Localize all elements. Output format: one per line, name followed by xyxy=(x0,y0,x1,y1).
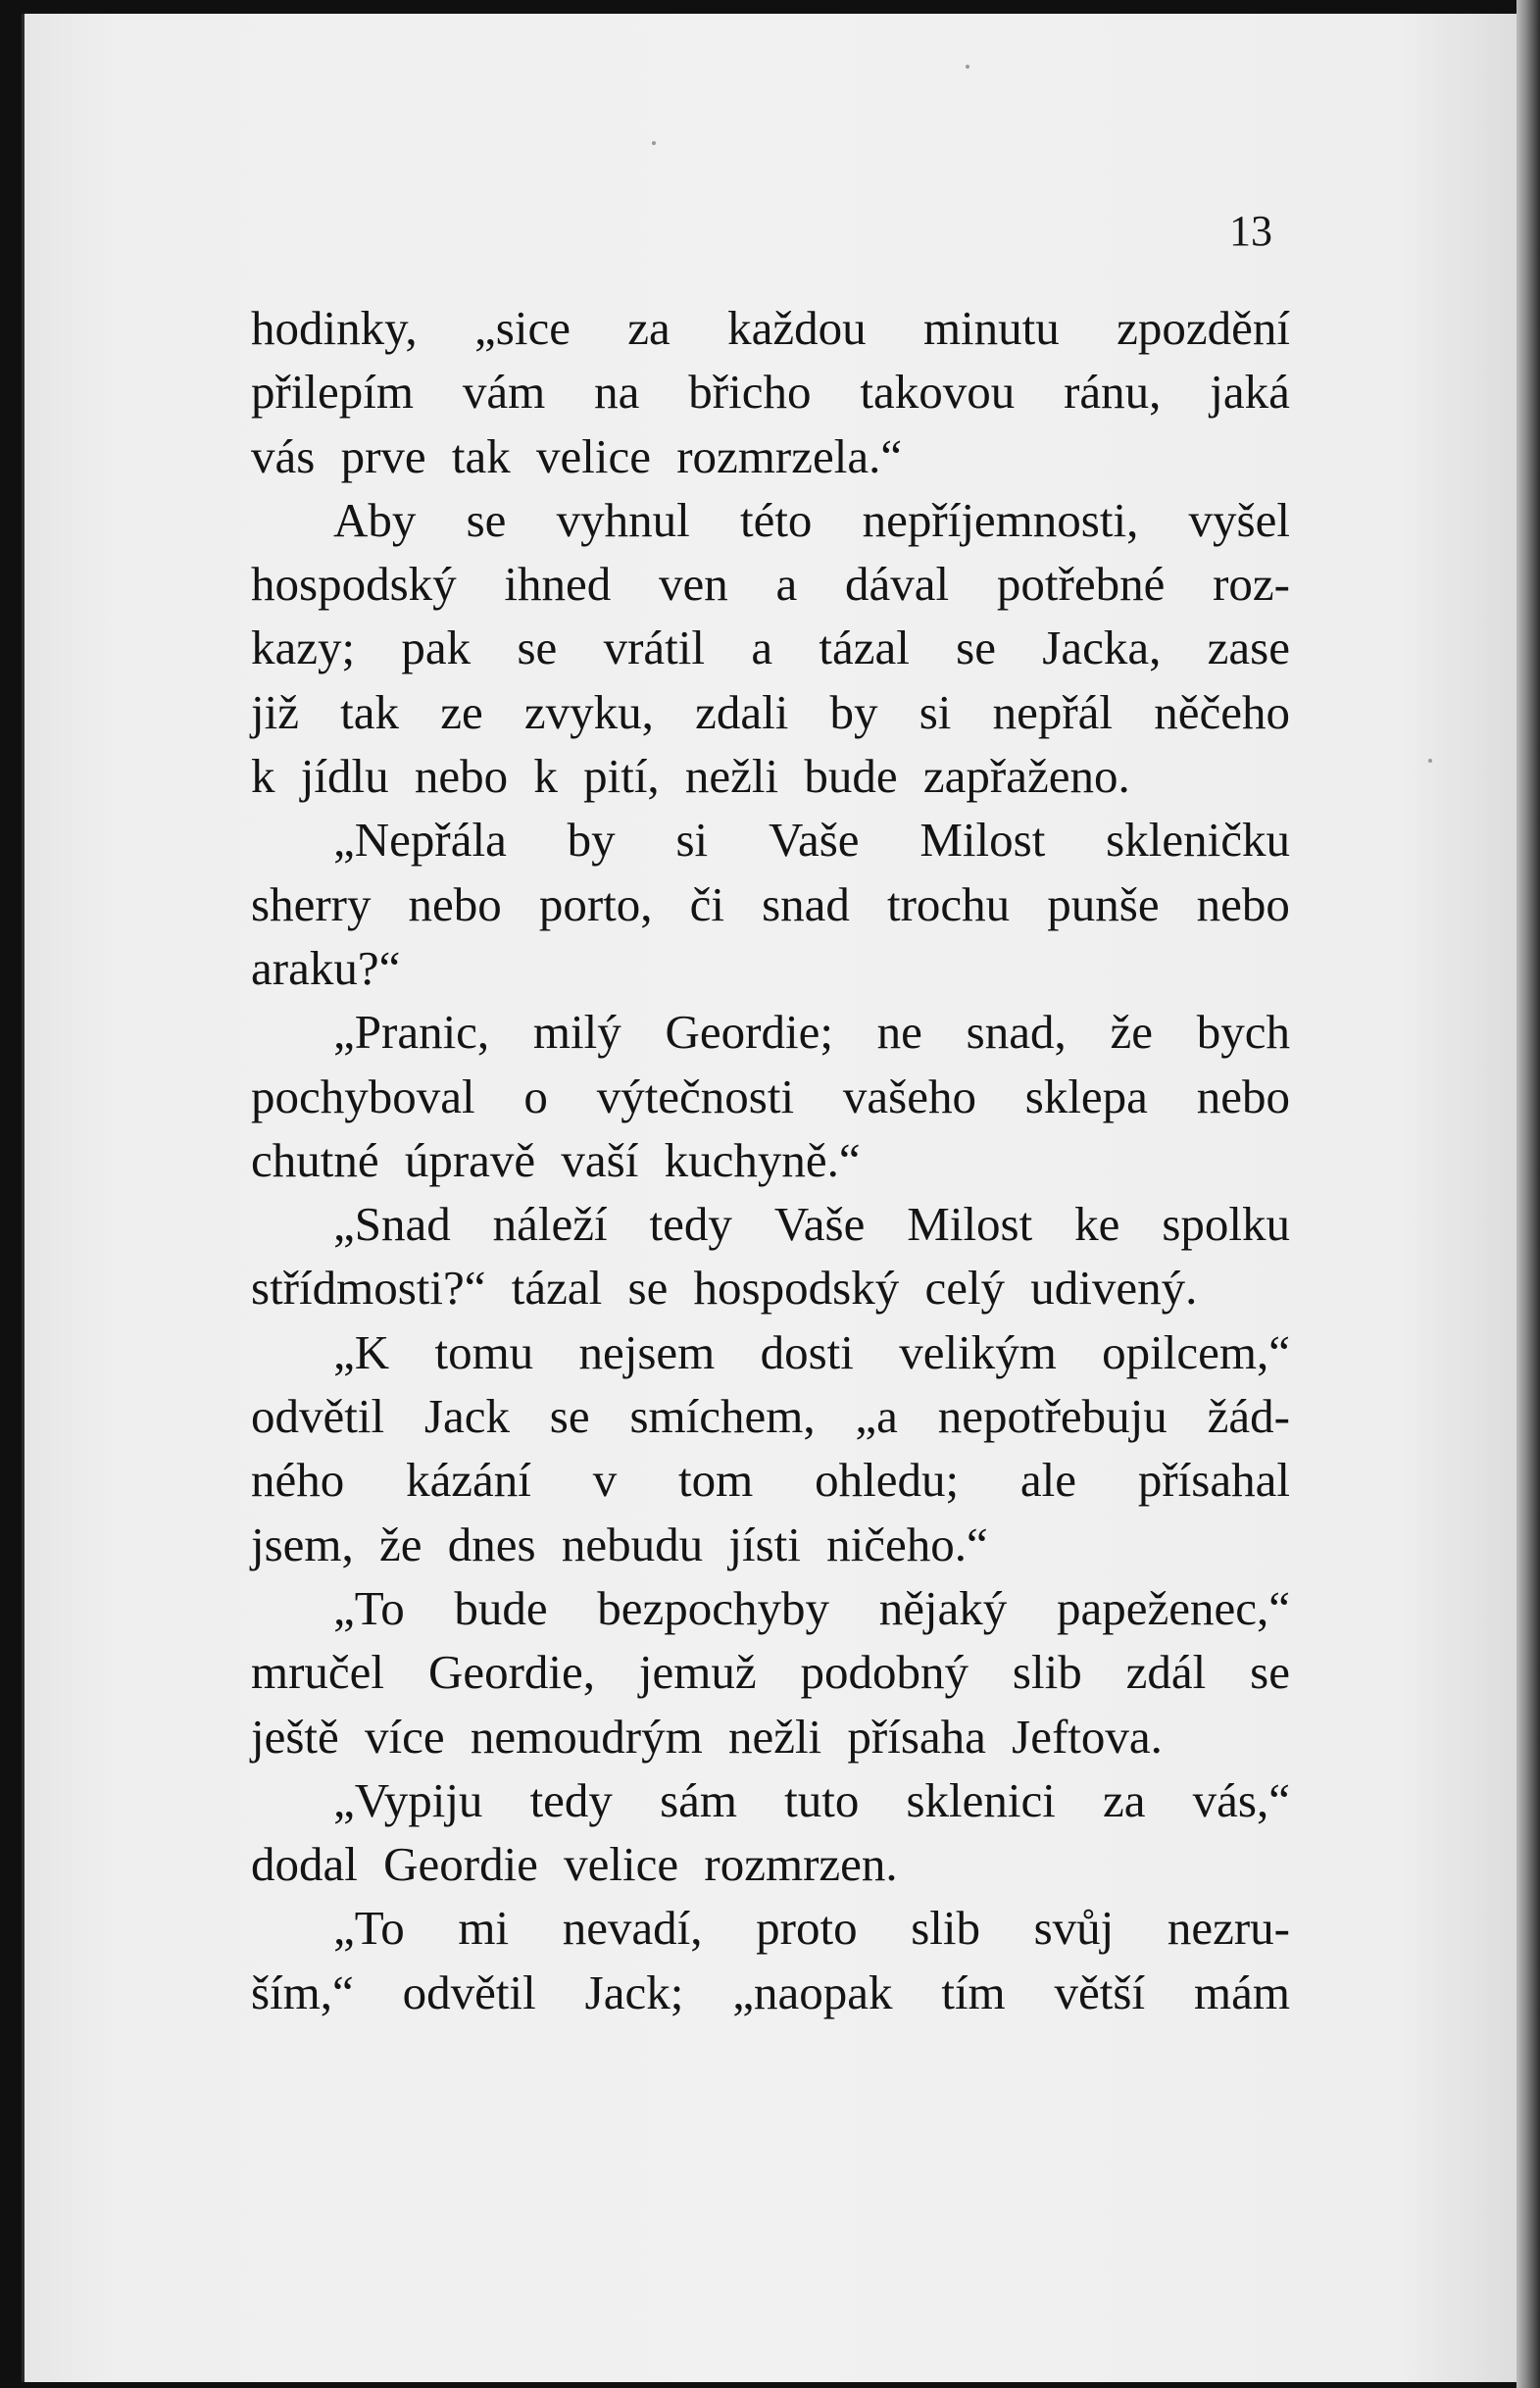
word: a xyxy=(775,557,798,612)
word: „naopak xyxy=(732,1965,893,2019)
word: snad xyxy=(762,876,850,931)
word: jaká xyxy=(1210,365,1290,420)
text-line: ještě více nemoudrým nežli přísaha Jeftova. xyxy=(251,1709,1163,1764)
word: podobný xyxy=(800,1645,969,1700)
word: nepříjemnosti, xyxy=(862,492,1139,547)
page-edge-shadow xyxy=(1516,0,1540,2388)
word: velikým xyxy=(899,1324,1057,1379)
word: „To xyxy=(333,1580,405,1635)
word: ihned xyxy=(504,557,612,612)
word: něčeho xyxy=(1154,684,1290,739)
word: břicho xyxy=(688,365,812,420)
word: tuto xyxy=(784,1772,860,1827)
word: tím xyxy=(941,1965,1006,2019)
word: milý xyxy=(532,1005,621,1060)
page-number: 13 xyxy=(1229,207,1272,255)
text-line xyxy=(251,1961,1290,2024)
word: ale xyxy=(1019,1453,1077,1508)
word: nějaký xyxy=(878,1580,1008,1635)
word: sklepa xyxy=(1024,1069,1148,1123)
word: nejsem xyxy=(578,1324,716,1379)
word: Vaše xyxy=(768,813,860,868)
word: že xyxy=(1110,1005,1153,1060)
word: vyhnul xyxy=(556,492,690,547)
word: Geordie, xyxy=(427,1645,596,1700)
word: si xyxy=(919,684,952,739)
word: nebo xyxy=(408,876,502,931)
text-line: střídmosti?“ tázal se hospodský celý udivený. xyxy=(251,1261,1198,1316)
text-line xyxy=(251,360,1290,423)
text-line: araku?“ xyxy=(251,940,401,995)
word: „Pranic, xyxy=(333,1005,490,1060)
word: tak xyxy=(340,684,400,739)
word: opilcem,“ xyxy=(1102,1324,1290,1379)
text-line xyxy=(251,808,1290,871)
word: slib xyxy=(911,1901,980,1956)
text-line xyxy=(251,1384,1290,1448)
word: Jack xyxy=(423,1389,510,1444)
word: tom xyxy=(678,1453,754,1508)
word: „sice xyxy=(474,301,571,355)
word: v xyxy=(592,1453,618,1508)
word: se xyxy=(956,621,996,675)
word: hodinky, xyxy=(251,301,418,355)
word: ohledu; xyxy=(815,1453,960,1508)
word: ného xyxy=(251,1453,345,1508)
body-text xyxy=(251,296,1290,2024)
text-line xyxy=(251,296,1290,360)
paper-speck xyxy=(966,65,969,69)
word: o xyxy=(523,1069,548,1123)
word: papeženec,“ xyxy=(1056,1580,1290,1635)
word: každou xyxy=(727,301,867,355)
word: již xyxy=(251,684,299,739)
word: nepotřebuju xyxy=(937,1389,1167,1444)
text-line xyxy=(251,1576,1290,1640)
word: nebo xyxy=(1196,1069,1290,1123)
word: proto xyxy=(756,1901,858,1956)
word: mručel xyxy=(251,1645,385,1700)
word: svůj xyxy=(1033,1901,1115,1956)
word: Jack; xyxy=(584,1965,684,2019)
word: „K xyxy=(333,1324,390,1379)
word: hospodský xyxy=(251,557,457,612)
text-line xyxy=(251,1768,1290,1832)
word: „a xyxy=(855,1389,898,1444)
word: vám xyxy=(462,365,546,420)
word: dával xyxy=(845,557,950,612)
word: Jacka, xyxy=(1042,621,1162,675)
word: dosti xyxy=(760,1324,854,1379)
word: sklenici xyxy=(906,1772,1056,1827)
word: jemuž xyxy=(638,1645,757,1700)
word: by xyxy=(567,813,616,868)
word: by xyxy=(829,684,878,739)
word: zdali xyxy=(695,684,789,739)
word: ven xyxy=(659,557,728,612)
text-line: vás prve tak velice rozmrzela.“ xyxy=(251,428,903,483)
paper-speck xyxy=(652,141,656,145)
word: spolku xyxy=(1162,1197,1290,1252)
word: přilepím xyxy=(251,365,415,420)
word: nebo xyxy=(1196,876,1290,931)
word: zvyku, xyxy=(523,684,654,739)
word: minutu xyxy=(922,301,1060,355)
word: ším,“ xyxy=(251,1965,354,2019)
word: nevadí, xyxy=(562,1901,703,1956)
word: Vaše xyxy=(773,1197,866,1252)
word: odvětil xyxy=(402,1965,536,2019)
word: nepřál xyxy=(992,684,1114,739)
word: skleničku xyxy=(1106,813,1290,868)
word: nezru- xyxy=(1167,1901,1290,1956)
word: kazy; xyxy=(251,621,356,675)
word: žád- xyxy=(1207,1389,1290,1444)
word: takovou xyxy=(860,365,1016,420)
word: se xyxy=(1250,1645,1290,1700)
text-line xyxy=(251,1000,1290,1064)
word: potřebné xyxy=(996,557,1166,612)
word: mám xyxy=(1193,1965,1290,2019)
word: či xyxy=(689,876,724,931)
word: trochu xyxy=(886,876,1011,931)
word: tedy xyxy=(529,1772,613,1827)
word: výtečnosti xyxy=(596,1069,795,1123)
word: bych xyxy=(1196,1005,1290,1060)
word: vás,“ xyxy=(1192,1772,1290,1827)
word: „Vypiju xyxy=(333,1772,483,1827)
text-line xyxy=(251,1640,1290,1704)
text-line xyxy=(251,616,1290,679)
word: Geordie; xyxy=(665,1005,833,1060)
word: náleží xyxy=(492,1197,608,1252)
text-line xyxy=(251,1065,1290,1128)
word: této xyxy=(739,492,813,547)
word: smíchem, xyxy=(629,1389,816,1444)
text-line: jsem, že dnes nebudu jísti ničeho.“ xyxy=(251,1517,988,1571)
word: tázal xyxy=(819,621,910,675)
word: pak xyxy=(401,621,472,675)
word: Aby xyxy=(333,492,417,547)
word: a xyxy=(751,621,773,675)
text-line xyxy=(251,552,1290,616)
word: tedy xyxy=(649,1197,732,1252)
text-line: dodal Geordie velice rozmrzen. xyxy=(251,1837,898,1892)
word: roz- xyxy=(1213,557,1290,612)
word: sherry xyxy=(251,876,372,931)
text-line xyxy=(251,488,1290,552)
word: kázání xyxy=(406,1453,531,1508)
word: zpozdění xyxy=(1117,301,1290,355)
word: ke xyxy=(1074,1197,1120,1252)
paper-speck xyxy=(1428,759,1432,763)
word: přísahal xyxy=(1137,1453,1290,1508)
word: sám xyxy=(660,1772,737,1827)
word: „To xyxy=(333,1901,405,1956)
text-line xyxy=(251,1192,1290,1256)
word: zase xyxy=(1207,621,1290,675)
word: vrátil xyxy=(603,621,706,675)
word: za xyxy=(627,301,671,355)
word: zdál xyxy=(1125,1645,1207,1700)
word: odvětil xyxy=(251,1389,385,1444)
word: větší xyxy=(1054,1965,1146,2019)
word: bezpochyby xyxy=(597,1580,830,1635)
text-line xyxy=(251,1448,1290,1512)
word: „Nepřála xyxy=(333,813,507,868)
word: vyšel xyxy=(1188,492,1290,547)
text-line xyxy=(251,1320,1290,1384)
word: se xyxy=(466,492,507,547)
word: ne xyxy=(876,1005,922,1060)
word: Milost xyxy=(907,1197,1033,1252)
word: porto, xyxy=(538,876,653,931)
word: bude xyxy=(454,1580,548,1635)
word: si xyxy=(675,813,709,868)
text-line xyxy=(251,680,1290,744)
word: slib xyxy=(1012,1645,1082,1700)
word: „Snad xyxy=(333,1197,451,1252)
text-line xyxy=(251,872,1290,936)
text-line: chutné úpravě vaší kuchyně.“ xyxy=(251,1132,861,1187)
word: Milost xyxy=(919,813,1046,868)
word: na xyxy=(594,365,640,420)
text-line: k jídlu nebo k pití, nežli bude zapřaženo. xyxy=(251,749,1130,804)
word: vašeho xyxy=(842,1069,976,1123)
word: ze xyxy=(440,684,483,739)
word: za xyxy=(1103,1772,1146,1827)
word: se xyxy=(549,1389,590,1444)
word: punše xyxy=(1047,876,1160,931)
word: mi xyxy=(458,1901,510,1956)
word: pochyboval xyxy=(251,1069,475,1123)
word: tomu xyxy=(434,1324,534,1379)
word: snad, xyxy=(966,1005,1067,1060)
word: se xyxy=(517,621,558,675)
word: ránu, xyxy=(1064,365,1162,420)
text-line xyxy=(251,1896,1290,1960)
